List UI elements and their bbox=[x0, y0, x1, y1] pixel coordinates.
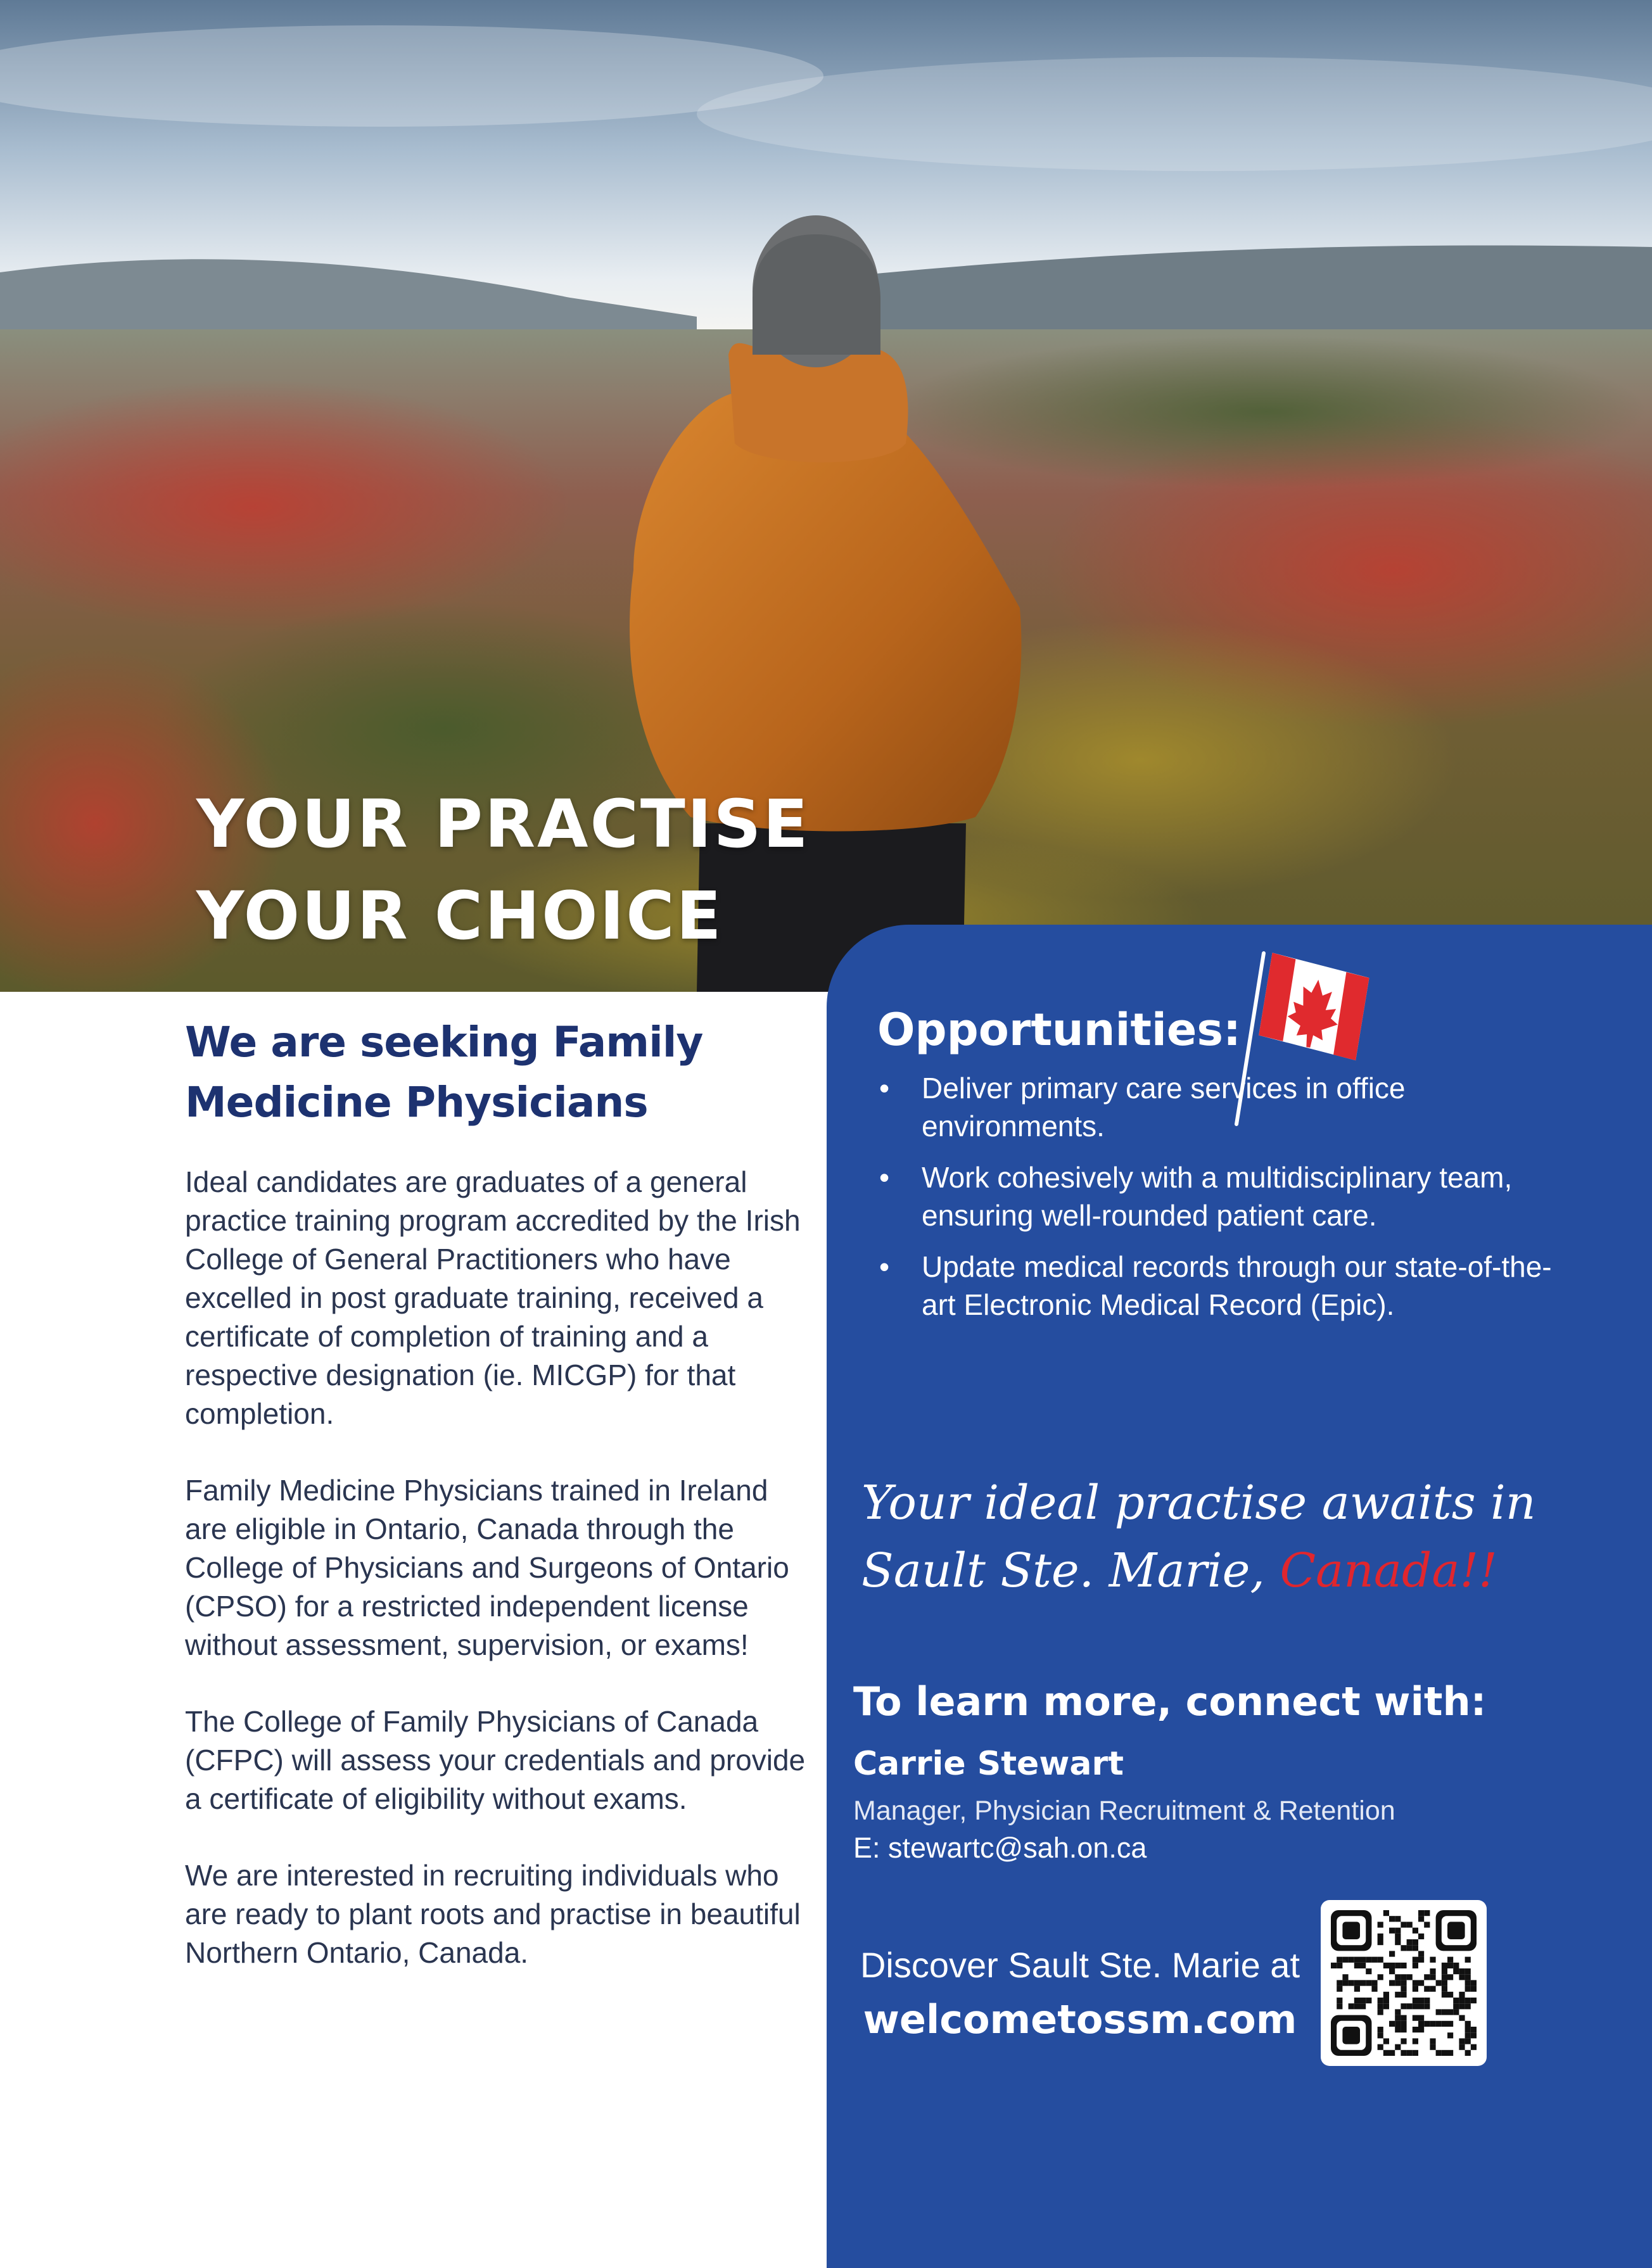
discover-text: Discover Sault Ste. Marie at bbox=[860, 1945, 1300, 1985]
opportunities-panel bbox=[827, 925, 1652, 2268]
tagline-text: Your ideal practise awaits in Sault Ste. Marie, bbox=[861, 1476, 1536, 1598]
hero-photo bbox=[0, 0, 1652, 992]
list-item: • Deliver primary care services in office environments. bbox=[879, 1072, 1406, 1143]
tagline-accent: Canada!! bbox=[1280, 1543, 1497, 1598]
qr-code-graphic bbox=[1321, 1900, 1487, 2066]
hero-headline-line1: YOUR PRACTISE bbox=[196, 785, 810, 863]
intro-paragraph: The College of Family Physicians of Canada (CFPC) will assess your credentials and provide a certificate of eligibility without exams. bbox=[185, 1705, 806, 1815]
intro-paragraph: Ideal candidates are graduates of a general practice training program accredited by the Irish College of General Practitioners who have excelled in post graduate training, received a certificate of completion of training and a respective designation (ie. MICGP) for that completion. bbox=[185, 1165, 801, 1430]
opportunities-list bbox=[877, 1069, 1561, 1337]
opportunity-text: Deliver primary care services in office environments. bbox=[922, 1072, 1406, 1143]
website-link[interactable]: welcometossm.com bbox=[863, 1996, 1297, 2043]
list-item: • Update medical records through our state-of-the-art Electronic Medical Record (Epic). bbox=[879, 1250, 1552, 1321]
connect-heading: To learn more, connect with: bbox=[853, 1678, 1487, 1725]
list-item: • Work cohesively with a multidisciplinary team, ensuring well-rounded patient care. bbox=[879, 1161, 1513, 1232]
contact-email[interactable]: E: stewartc@sah.on.ca bbox=[853, 1832, 1147, 1864]
tagline bbox=[861, 1469, 1622, 1605]
hero-headline-line2: YOUR CHOICE bbox=[196, 877, 723, 954]
intro-section bbox=[185, 1012, 806, 2010]
qr-code-icon[interactable] bbox=[1321, 1900, 1487, 2066]
seeking-heading: We are seeking Family Medicine Physicians bbox=[185, 1018, 703, 1127]
intro-paragraph: Family Medicine Physicians trained in Ireland are eligible in Ontario, Canada through the College of Physicians and Surgeons of Ontario (CPSO) for a restricted independent license without assessment, supervision, or exams! bbox=[185, 1474, 789, 1661]
intro-paragraph: We are interested in recruiting individuals who are ready to plant roots and practise in beautiful Northern Ontario, Canada. bbox=[185, 1859, 801, 1969]
opportunity-text: Update medical records through our state-of-the-art Electronic Medical Record (Epic). bbox=[922, 1250, 1552, 1321]
opportunities-heading: Opportunities: bbox=[877, 1004, 1242, 1056]
contact-title: Manager, Physician Recruitment & Retention bbox=[853, 1796, 1395, 1826]
contact-name: Carrie Stewart bbox=[853, 1745, 1124, 1783]
opportunity-text: Work cohesively with a multidisciplinary team, ensuring well-rounded patient care. bbox=[922, 1161, 1513, 1232]
